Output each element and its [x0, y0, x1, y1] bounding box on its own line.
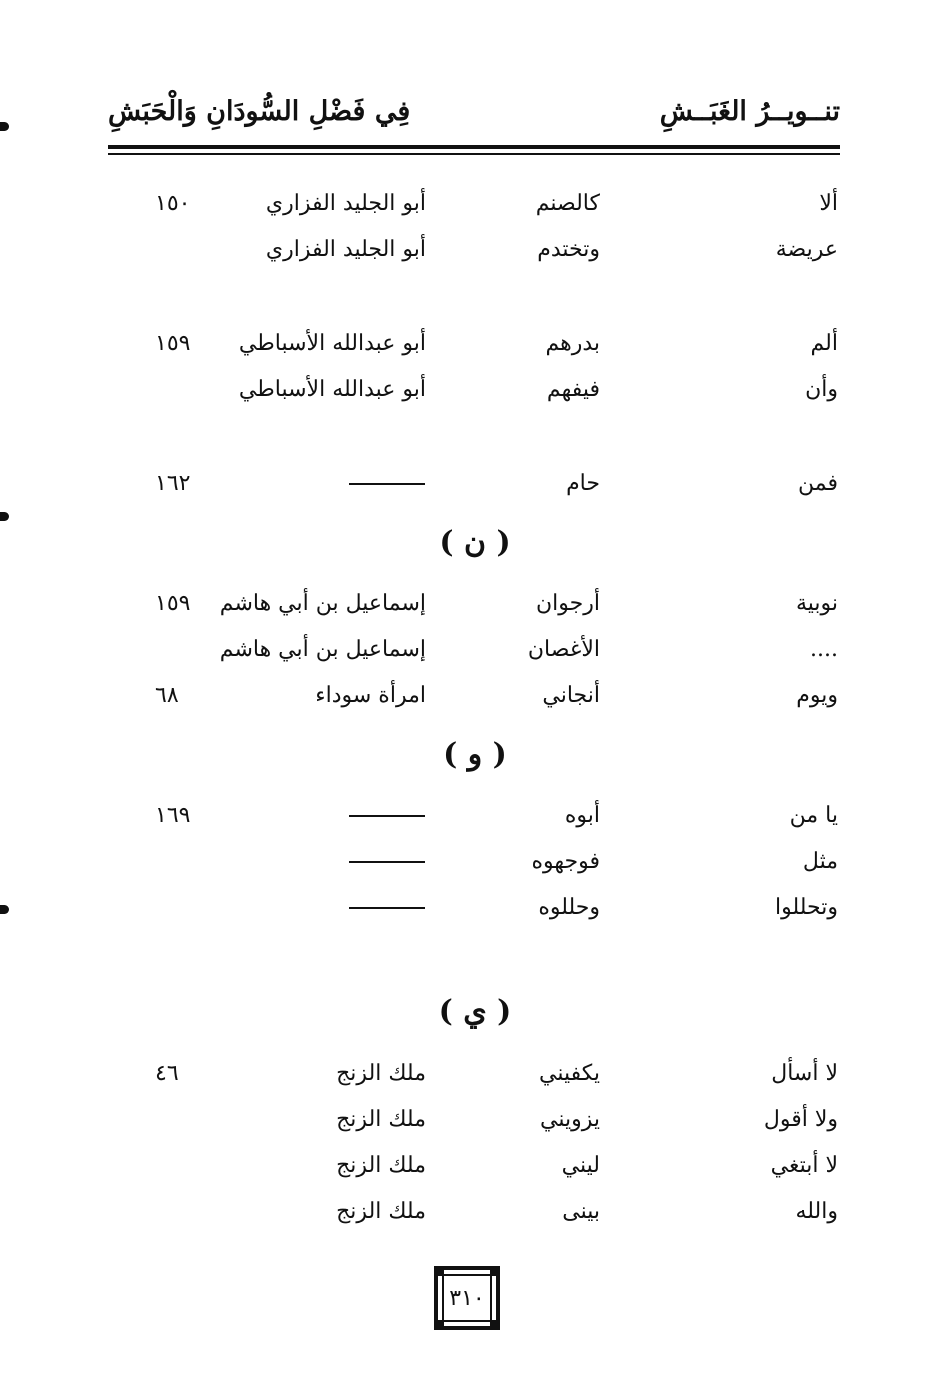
- index-row: [0, 1102, 950, 1138]
- scan-margin-mark: [0, 905, 9, 914]
- poet-name: أبو الجليد الفزاري: [265, 237, 426, 262]
- poet-name: إسماعيل بن أبي هاشم: [219, 637, 426, 662]
- index-row: [0, 798, 950, 834]
- rhyme-word: الأغصان: [527, 637, 600, 662]
- unknown-poet-dash: [349, 907, 425, 909]
- verse-first-word: ويوم: [796, 683, 838, 708]
- index-row: [0, 1194, 950, 1230]
- page-number-box: [434, 1266, 500, 1330]
- header-rule-thick: [108, 145, 840, 149]
- index-row: [0, 466, 950, 502]
- verse-first-word: فمن: [798, 471, 838, 496]
- poet-name: أبو عبدالله الأسباطي: [238, 331, 426, 356]
- index-row: [0, 326, 950, 362]
- rhyme-word: يكفيني: [538, 1061, 600, 1086]
- verse-first-word: ألا: [819, 191, 838, 216]
- rhyme-word: فيفهم: [546, 377, 600, 402]
- page-ref: ٤٦: [155, 1061, 179, 1086]
- header-rule-thin: [108, 153, 840, 155]
- unknown-poet-dash: [349, 861, 425, 863]
- rhyme-word: أنجاني: [542, 683, 600, 708]
- poet-name: أبو الجليد الفزاري: [265, 191, 426, 216]
- verse-first-word: لا أبتغي: [770, 1153, 838, 1178]
- rhyme-word: حام: [566, 471, 600, 496]
- verse-first-word: نوبية: [795, 591, 838, 616]
- verse-first-word: لا أسأل: [771, 1061, 838, 1086]
- verse-first-word: ولا أقول: [763, 1107, 838, 1132]
- poet-name: ملك الزنج: [336, 1107, 426, 1132]
- scan-margin-mark: [0, 122, 9, 131]
- page-ref: ١٥٩: [155, 591, 191, 616]
- verse-first-word: مثل: [802, 849, 838, 874]
- page-ref: ١٥٩: [155, 331, 191, 356]
- verse-first-word: ....: [810, 637, 838, 662]
- rhyme-word: يزويني: [540, 1107, 600, 1132]
- poet-name: أبو عبدالله الأسباطي: [238, 377, 426, 402]
- verse-first-word: يا من: [789, 803, 838, 828]
- verse-first-word: عريضة: [775, 237, 838, 262]
- rhyme-word: أرجوان: [536, 591, 600, 616]
- poet-name: امرأة سوداء: [315, 683, 426, 708]
- index-row: [0, 1056, 950, 1092]
- running-header-title: تنــويــرُ الغَبَــشِ: [659, 96, 840, 127]
- rhyme-word: وتختدم: [537, 237, 600, 262]
- rhyme-word: ليني: [561, 1153, 600, 1178]
- frame-corner: [490, 1320, 500, 1330]
- frame-corner: [434, 1320, 444, 1330]
- verse-first-word: ألم: [810, 331, 838, 356]
- section-heading: ( ن ): [439, 525, 511, 560]
- index-row: [0, 890, 950, 926]
- rhyme-word: بينى: [562, 1199, 600, 1224]
- page-number: ٣١٠: [442, 1274, 492, 1322]
- index-row: [0, 232, 950, 268]
- rhyme-word: وحللوه: [538, 895, 600, 920]
- rhyme-word: بدرهم: [545, 331, 600, 356]
- rhyme-word: أبوه: [564, 803, 600, 828]
- rhyme-word: فوجهوه: [531, 849, 600, 874]
- unknown-poet-dash: [349, 483, 425, 485]
- verse-first-word: وأن: [805, 377, 838, 402]
- index-row: [0, 844, 950, 880]
- poet-name: إسماعيل بن أبي هاشم: [219, 591, 426, 616]
- page-ref: ١٦٩: [155, 803, 191, 828]
- verse-first-word: والله: [795, 1199, 838, 1224]
- page-ref: ٦٨: [155, 683, 179, 708]
- page-ref: ١٦٢: [155, 471, 191, 496]
- frame-corner: [490, 1266, 500, 1276]
- frame-corner: [434, 1266, 444, 1276]
- section-heading: ( و ): [443, 737, 507, 772]
- poet-name: ملك الزنج: [336, 1199, 426, 1224]
- poet-name: ملك الزنج: [336, 1061, 426, 1086]
- unknown-poet-dash: [349, 815, 425, 817]
- index-row: [0, 632, 950, 668]
- index-row: [0, 586, 950, 622]
- index-row: [0, 372, 950, 408]
- page-ref: ١٥٠: [155, 191, 191, 216]
- scan-margin-mark: [0, 512, 9, 521]
- index-row: [0, 186, 950, 222]
- index-row: [0, 1148, 950, 1184]
- running-header-subtitle: فِي فَضْلِ السُّودَانِ وَالْحَبَشِ: [108, 96, 411, 127]
- rhyme-word: كالصنم: [535, 191, 600, 216]
- poet-name: ملك الزنج: [336, 1153, 426, 1178]
- index-row: [0, 678, 950, 714]
- verse-first-word: وتحللوا: [775, 895, 838, 920]
- section-heading: ( ي ): [438, 994, 512, 1029]
